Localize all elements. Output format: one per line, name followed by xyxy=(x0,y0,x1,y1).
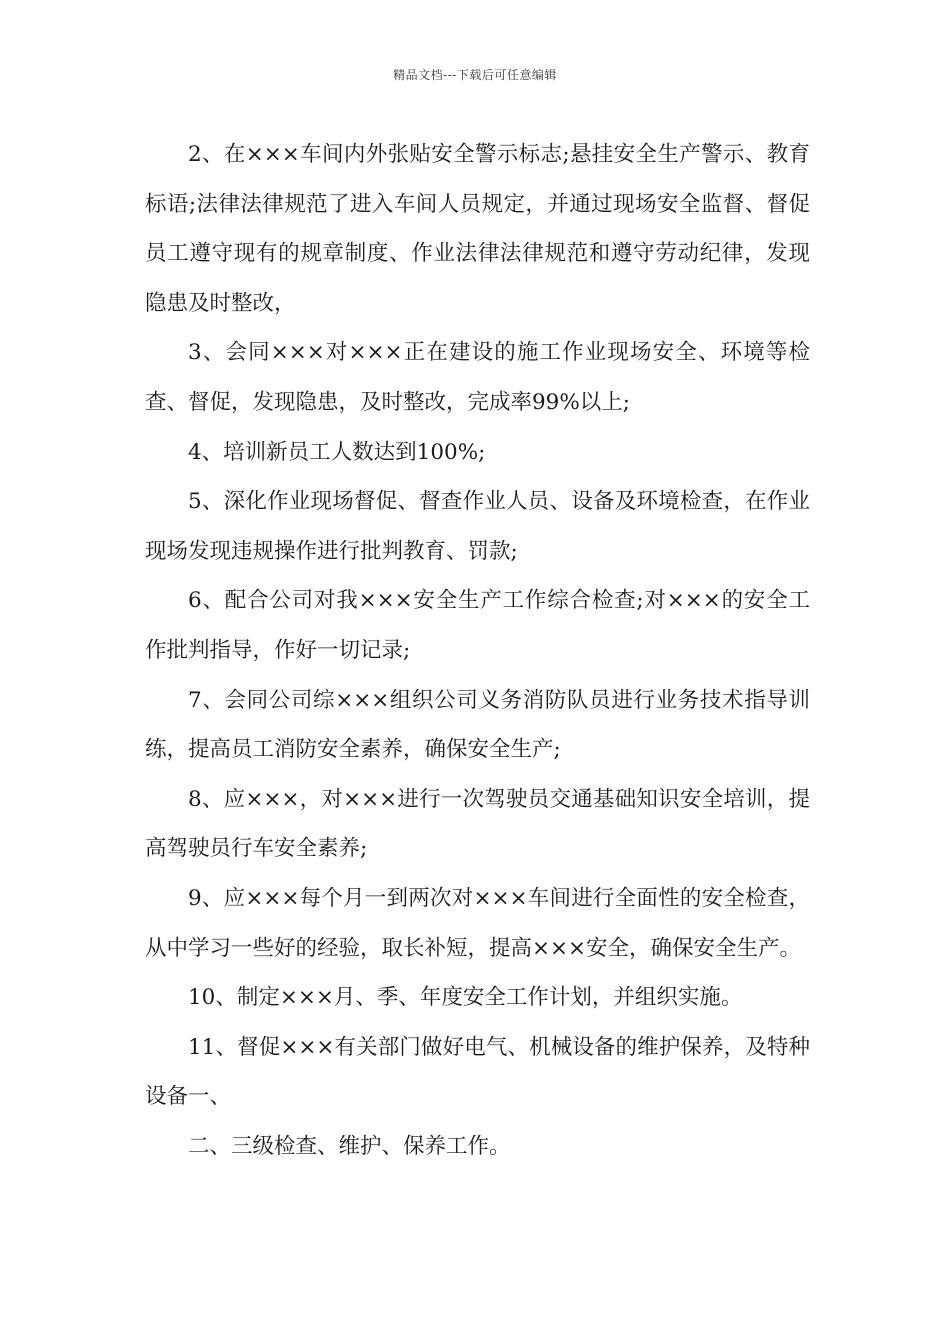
document-body xyxy=(145,130,810,1171)
paragraph-section-two: 二、三级检查、维护、保养工作。 xyxy=(188,1133,511,1159)
paragraph-item-11: 11、督促×××有关部门做好电气、机械设备的维护保养，及特种设备一、 xyxy=(145,1034,810,1110)
paragraph-item-6: 6、配合公司对我×××安全生产工作综合检查;对×××的安全工作批判指导，作好一切记录; xyxy=(145,588,810,663)
paragraph-item-3: 3、会同×××对×××正在建设的施工作业现场安全、环境等检查、督促，发现隐患，及时整改，完成率99%以上; xyxy=(145,340,810,415)
paragraph-item-7: 7、会同公司综×××组织公司义务消防队员进行业务技术指导训练，提高员工消防安全素养，确保安全生产; xyxy=(145,687,810,763)
paragraph-item-4: 4、培训新员工人数达到100%; xyxy=(188,439,486,465)
paragraph-item-10: 10、制定×××月、季、年度安全工作计划，并组织实施。 xyxy=(188,985,743,1011)
paragraph-item-2: 2、在×××车间内外张贴安全警示标志;悬挂安全生产警示、教育标语;法律法律规范了进入车间人员规定，并通过现场安全监督、督促员工遵守现有的规章制度、作业法律法律规范和遵守劳动纪律，发现隐患及时整改， xyxy=(145,142,810,316)
paragraph-item-8: 8、应×××，对×××进行一次驾驶员交通基础知识安全培训，提高驾驶员行车安全素养; xyxy=(145,786,810,862)
paragraph-item-9: 9、应×××每个月一到两次对×××车间进行全面性的安全检查，从中学习一些好的经验，取长补短，提高×××安全，确保安全生产。 xyxy=(145,885,810,961)
paragraph-item-5: 5、深化作业现场督促、督查作业人员、设备及环境检查，在作业现场发现违规操作进行批判教育、罚款; xyxy=(145,489,810,564)
page-header: 精品文档---下载后可任意编辑 xyxy=(393,68,557,82)
